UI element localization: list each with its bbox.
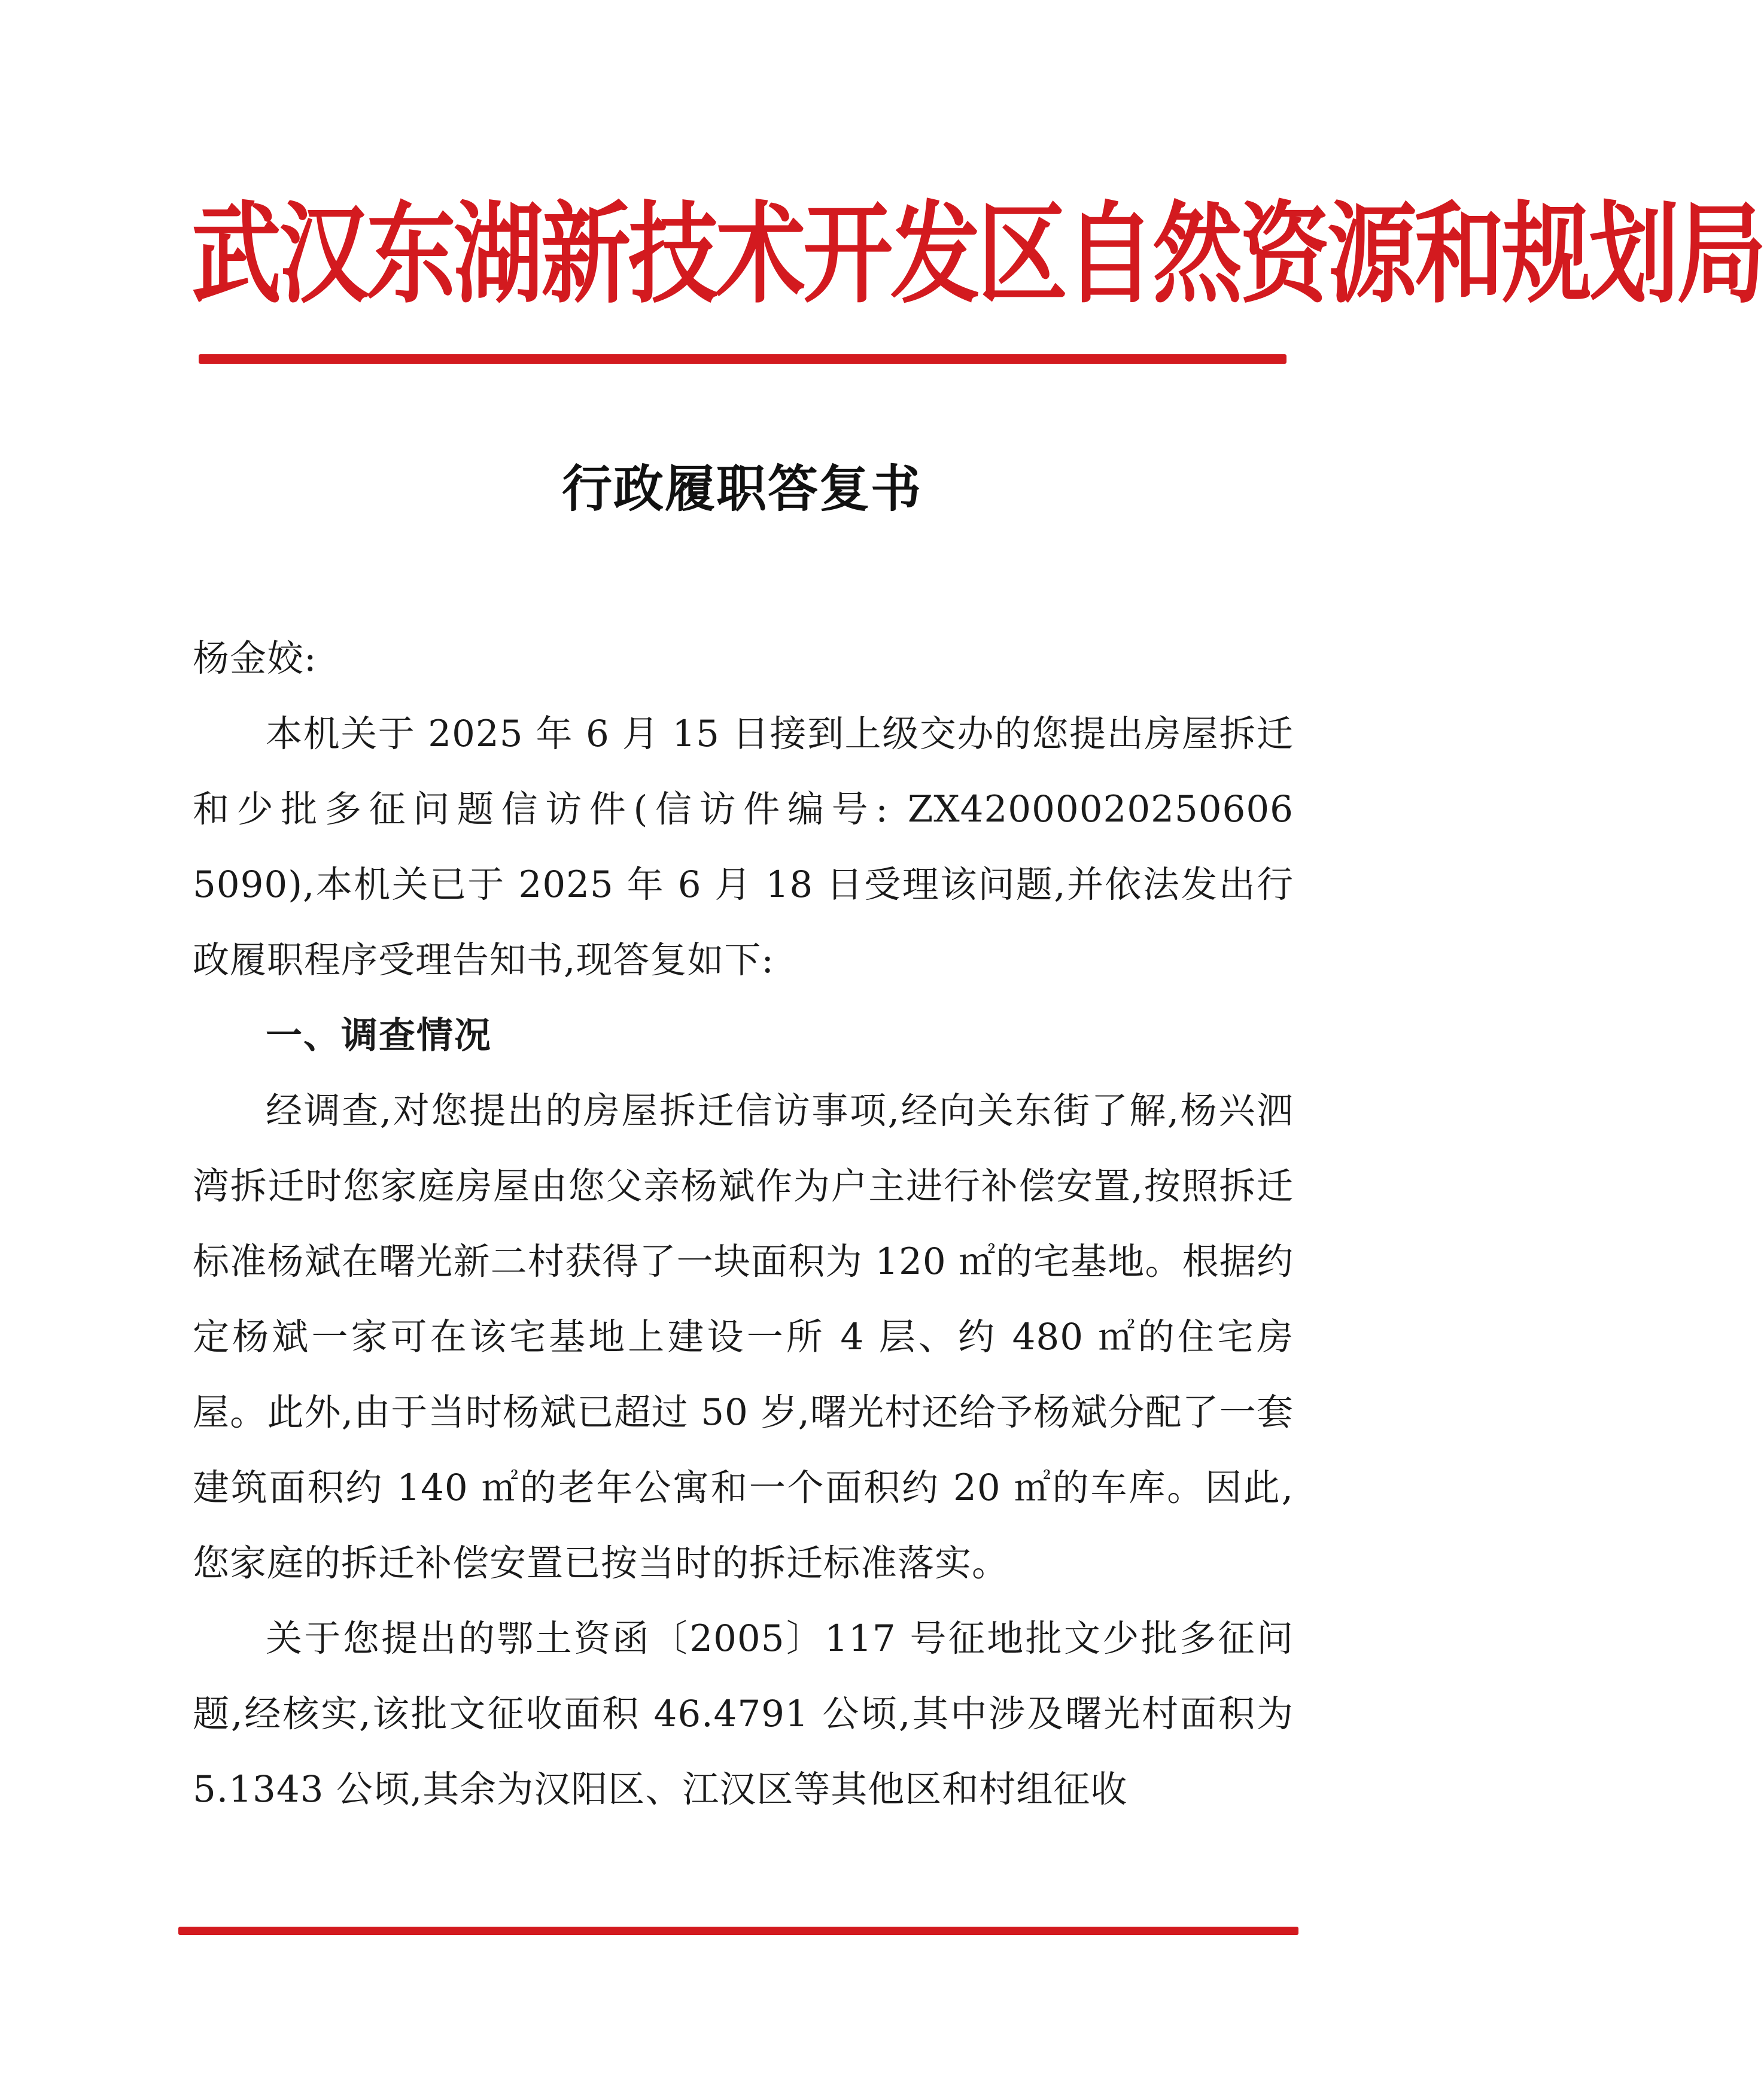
investigation-paragraph-1: 经调查,对您提出的房屋拆迁信访事项,经向关东街了解,杨兴泗湾拆迁时您家庭房屋由您父亲杨斌作为户主进行补偿安置,按照拆迁标准杨斌在曙光新二村获得了一块面积为 120 ㎡的宅基地。根据约定杨斌一家可在该宅基地上建设一所 4 层、约 480 ㎡的住宅房屋。此外,由于当时杨斌已超过 50 岁,曙光村还给予杨斌分配了一套建筑面积约 140 ㎡的老年公寓和一个面积约 20 ㎡的车库。因此,您家庭的拆迁补偿安置已按当时的拆迁标准落实。: [193, 1090, 1294, 1584]
salutation: 杨金姣:: [193, 637, 317, 680]
document-title: 行政履职答复书: [561, 459, 922, 518]
header-red-rule: [199, 354, 1286, 364]
investigation-paragraph-2: 关于您提出的鄂土资函〔2005〕117 号征地批文少批多征问题,经核实,该批文征收面积 46.4791 公顷,其中涉及曙光村面积为 5.1343 公顷,其余为汉阳区、江汉区等其他区和村组征收: [193, 1617, 1294, 1811]
agency-name: 武汉东湖新技术开发区自然资源和规划局: [191, 190, 1764, 319]
footer-red-rule: [178, 1927, 1298, 1935]
intro-paragraph: 本机关于 2025 年 6 月 15 日接到上级交办的您提出房屋拆迁和少批多征问题信访件(信访件编号: ZX42000020250606 5090),本机关已于 2025 年 6 月 18 日受理该问题,并依法发出行政履职程序受理告知书,现答复如下:: [193, 713, 1294, 981]
section-heading-investigation: 一、调查情况: [266, 1014, 492, 1057]
document-body: [193, 621, 1294, 1827]
